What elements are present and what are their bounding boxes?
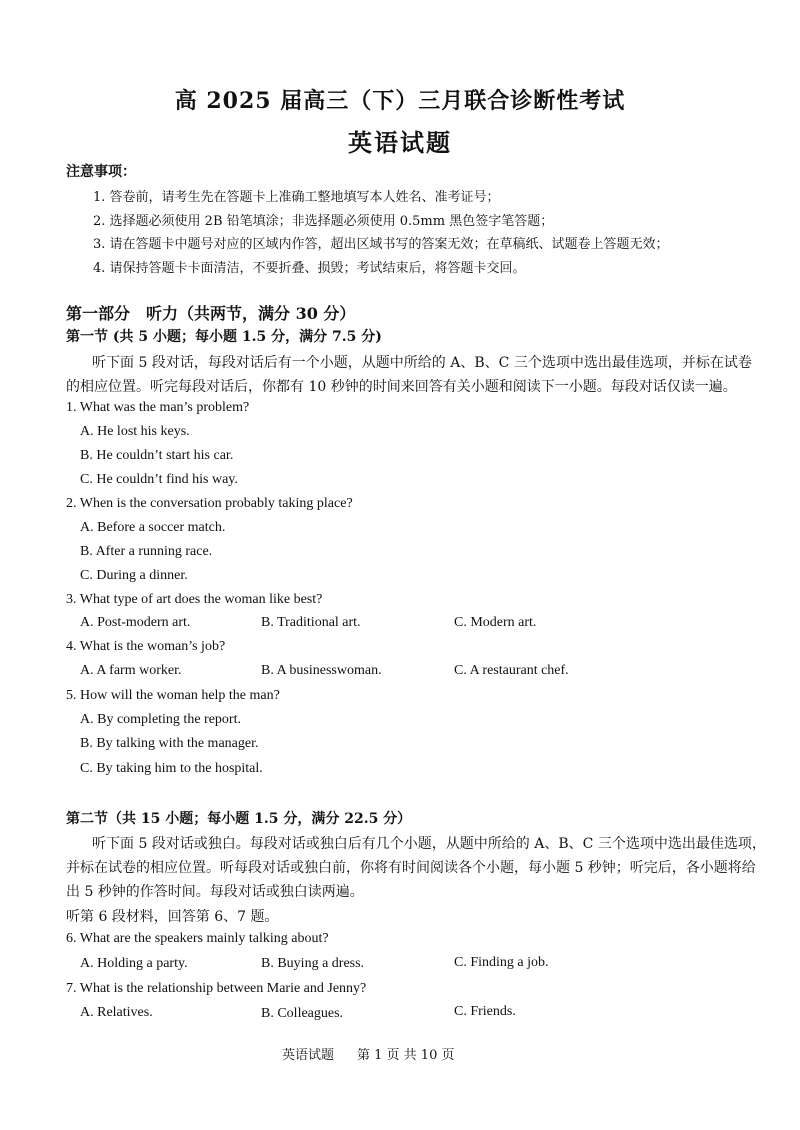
section2-heading: 第二节（共 15 小题；每小题 1.5 分，满分 22.5 分） <box>66 811 412 827</box>
section2-intro-line: 出 5 秒钟的作答时间。每段对话或独白读两遍。 <box>66 884 364 900</box>
option-b: B. He couldn’t start his car. <box>80 448 234 463</box>
option-c: C. During a dinner. <box>80 568 188 583</box>
notice-item: 3. 请在答题卡中题号对应的区域内作答，超出区域书写的答案无效；在草稿纸、试题卷上答题无效； <box>93 237 669 252</box>
option-b: B. A businesswoman. <box>261 663 382 678</box>
section1-intro-line: 的相应位置。听完每段对话后，你都有 10 秒钟的时间来回答有关小题和阅读下一小题。每段对话仅读一遍。 <box>66 379 737 395</box>
option-a: A. Post-modern art. <box>80 615 191 630</box>
option-a: A. A farm worker. <box>80 663 182 678</box>
footer-page-number: 第 1 页 共 10 页 <box>357 1048 455 1063</box>
notice-item: 2. 选择题必须使用 2B 铅笔填涂；非选择题必须使用 0.5mm 黑色签字笔答题； <box>93 214 554 229</box>
section1-heading: 第一节 (共 5 小题；每小题 1.5 分，满分 7.5 分) <box>66 329 382 345</box>
section2-material: 听第 6 段材料，回答第 6、7 题。 <box>66 909 279 925</box>
question-4: 4. What is the woman’s job? <box>66 639 226 654</box>
notice-item: 4. 请保持答题卡卡面清洁，不要折叠、损毁；考试结束后，将答题卡交回。 <box>93 261 526 276</box>
option-c: C. He couldn’t find his way. <box>80 472 238 487</box>
notice-item: 1. 答卷前，请考生先在答题卡上准确工整地填写本人姓名、准考证号； <box>93 190 500 205</box>
section2-intro-line: 并标在试卷的相应位置。听每段对话或独白前，你将有时间阅读各个小题，每小题 5 秒钟；听完后，各小题将给 <box>66 860 756 876</box>
option-b: B. After a running race. <box>80 544 213 559</box>
option-c: C. Modern art. <box>454 615 537 630</box>
option-c: C. A restaurant chef. <box>454 663 569 678</box>
exam-subtitle: 英语试题 <box>348 128 452 157</box>
option-b: B. By talking with the manager. <box>80 736 259 751</box>
option-a: A. Relatives. <box>80 1005 153 1020</box>
option-c: C. Friends. <box>454 1004 516 1019</box>
option-a: A. Before a soccer match. <box>80 520 226 535</box>
footer-label: 英语试题 <box>282 1048 335 1063</box>
question-5: 5. How will the woman help the man? <box>66 688 280 703</box>
option-c: C. Finding a job. <box>454 955 549 970</box>
question-6: 6. What are the speakers mainly talking about? <box>66 931 329 946</box>
section1-intro-line: 听下面 5 段对话，每段对话后有一个小题，从题中所给的 A、B、C 三个选项中选出最佳选项，并标在试卷 <box>92 355 752 371</box>
question-2: 2. When is the conversation probably taking place? <box>66 496 353 511</box>
option-a: A. He lost his keys. <box>80 424 190 439</box>
section2-intro-line: 听下面 5 段对话或独白。每段对话或独白后有几个小题，从题中所给的 A、B、C 三个选项中选出最佳选项， <box>92 836 766 852</box>
question-1: 1. What was the man’s problem? <box>66 400 250 415</box>
exam-title: 高 2025 届高三（下）三月联合诊断性考试 <box>174 88 626 114</box>
notice-heading: 注意事项： <box>66 164 136 180</box>
question-7: 7. What is the relationship between Marie and Jenny? <box>66 981 367 996</box>
question-3: 3. What type of art does the woman like best? <box>66 592 323 607</box>
option-b: B. Colleagues. <box>261 1006 344 1021</box>
option-c: C. By taking him to the hospital. <box>80 761 263 776</box>
option-a: A. By completing the report. <box>80 712 241 727</box>
option-b: B. Traditional art. <box>261 615 361 630</box>
option-b: B. Buying a dress. <box>261 956 365 971</box>
part1-heading: 第一部分 听力（共两节，满分 30 分） <box>66 304 356 323</box>
option-a: A. Holding a party. <box>80 956 188 971</box>
